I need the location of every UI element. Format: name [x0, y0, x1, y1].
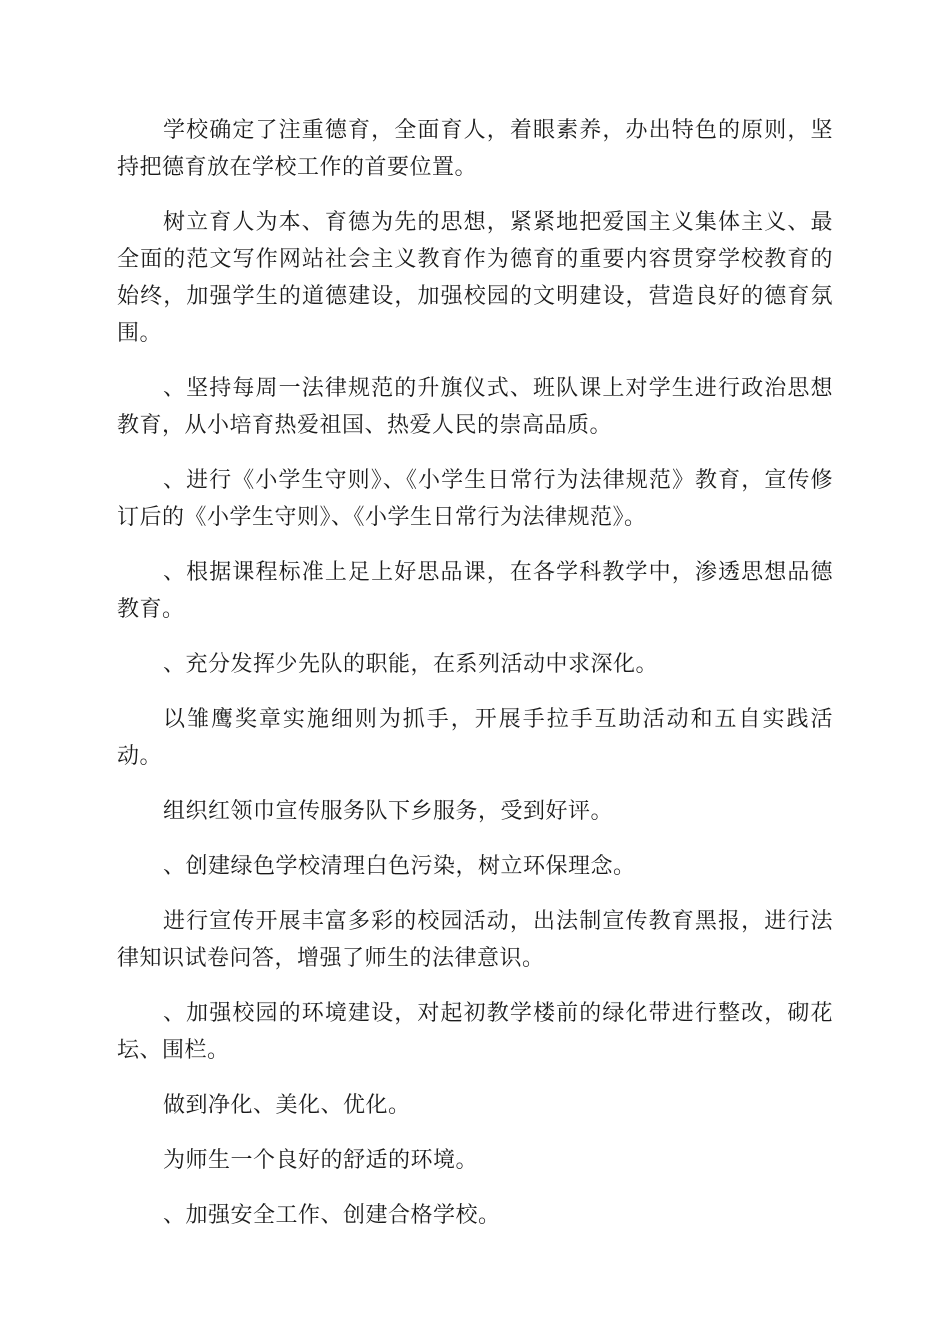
paragraph-7: 以雏鹰奖章实施细则为抓手，开展手拉手互助活动和五自实践活动。	[117, 707, 833, 769]
paragraph-4: 、进行《小学生守则》、《小学生日常行为法律规范》教育，宣传修订后的《小学生守则》、《小学生日常行为法律规范》。	[117, 468, 833, 530]
document-body	[117, 112, 833, 1252]
paragraph-10: 进行宣传开展丰富多彩的校园活动，出法制宣传教育黑报，进行法律知识试卷问答，增强了师生的法律意识。	[117, 909, 833, 971]
paragraph-13: 为师生一个良好的舒适的环境。	[163, 1148, 479, 1173]
paragraph-12: 做到净化、美化、优化。	[163, 1093, 411, 1118]
paragraph-11: 、加强校园的环境建设，对起初教学楼前的绿化带进行整改，砌花坛、围栏。	[117, 1001, 833, 1063]
paragraph-3: 、坚持每周一法律规范的升旗仪式、班队课上对学生进行政治思想教育，从小培育热爱祖国、热爱人民的崇高品质。	[117, 376, 833, 438]
paragraph-5: 、根据课程标准上足上好思品课，在各学科教学中，渗透思想品德教育。	[117, 560, 833, 622]
paragraph-8: 组织红领巾宣传服务队下乡服务，受到好评。	[163, 799, 614, 824]
paragraph-2: 树立育人为本、育德为先的思想，紧紧地把爱国主义集体主义、最全面的范文写作网站社会主义教育作为德育的重要内容贯穿学校教育的始终，加强学生的道德建设，加强校园的文明建设，营造良好的德育氛围。	[117, 210, 833, 346]
paragraph-1: 学校确定了注重德育，全面育人，着眼素养，办出特色的原则，坚持把德育放在学校工作的首要位置。	[117, 118, 833, 180]
paragraph-14: 、加强安全工作、创建合格学校。	[163, 1203, 501, 1228]
paragraph-9: 、创建绿色学校清理白色污染，树立环保理念。	[163, 854, 636, 879]
paragraph-6: 、充分发挥少先队的职能，在系列活动中求深化。	[163, 652, 659, 677]
